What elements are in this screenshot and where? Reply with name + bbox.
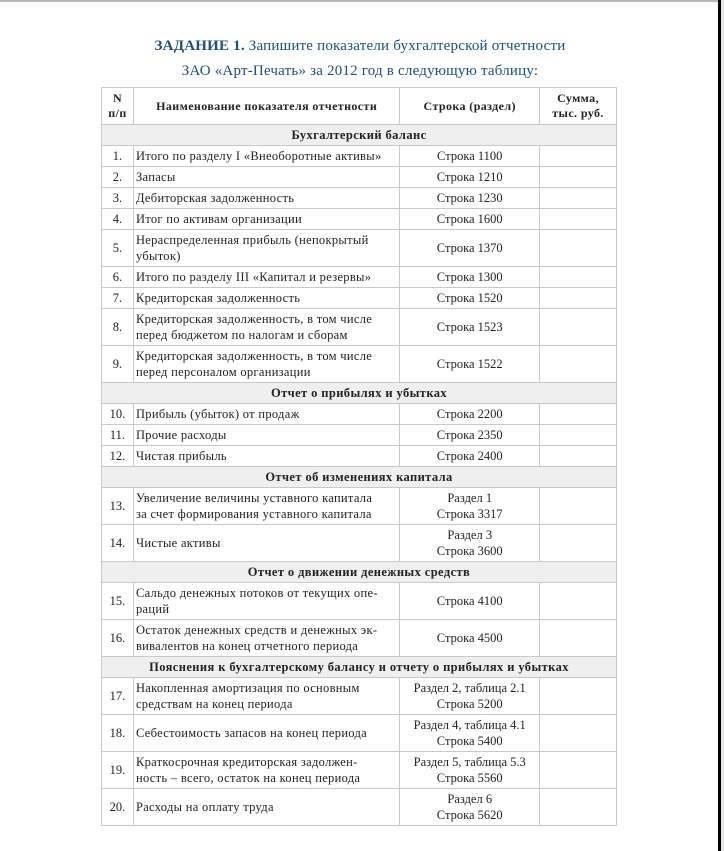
sum-cell[interactable] xyxy=(540,488,617,525)
line-code: Строка 1520 xyxy=(400,288,540,309)
sum-cell[interactable] xyxy=(540,146,617,167)
row-number: 11. xyxy=(102,425,134,446)
indicator-name: Краткосрочная кредиторская задолжен- ность – всего, остаток на конец периода xyxy=(133,752,399,789)
indicator-name: Сальдо денежных потоков от текущих опе- раций xyxy=(133,583,399,620)
section-header-row xyxy=(102,467,617,488)
sum-cell[interactable] xyxy=(540,446,617,467)
task-title-line-2: ЗАО «Арт-Печать» за 2012 год в следующую таблицу: xyxy=(181,63,539,79)
task-label: ЗАДАНИЕ 1. xyxy=(154,38,245,54)
sum-cell[interactable] xyxy=(540,230,617,267)
row-number: 6. xyxy=(102,267,134,288)
sum-cell[interactable] xyxy=(540,715,617,752)
sum-cell[interactable] xyxy=(540,789,617,826)
table-row xyxy=(102,167,617,188)
line-code: Строка 1300 xyxy=(400,267,540,288)
row-number: 4. xyxy=(102,209,134,230)
row-number: 19. xyxy=(102,752,134,789)
table-row xyxy=(102,525,617,562)
indicator-name: Нераспределенная прибыль (непокрытый убыток) xyxy=(133,230,399,267)
table-row xyxy=(102,267,617,288)
line-code: Строка 1522 xyxy=(400,346,540,383)
row-number: 20. xyxy=(102,789,134,826)
task-title-line-1 xyxy=(100,38,620,55)
sum-cell[interactable] xyxy=(540,620,617,657)
line-code: Строка 1100 xyxy=(400,146,540,167)
line-code: Строка 1230 xyxy=(400,188,540,209)
line-code: Строка 1370 xyxy=(400,230,540,267)
section-header-row xyxy=(102,383,617,404)
line-code: Строка 2350 xyxy=(400,425,540,446)
task-title-text: Запишите показатели бухгалтерской отчетности xyxy=(244,38,566,54)
section-title: Отчет о прибылях и убытках xyxy=(102,383,617,404)
line-code: Раздел 5, таблица 5.3 Строка 5560 xyxy=(400,752,540,789)
row-number: 17. xyxy=(102,678,134,715)
table-row xyxy=(102,583,617,620)
table-row xyxy=(102,209,617,230)
row-number: 2. xyxy=(102,167,134,188)
indicator-name: Дебиторская задолженность xyxy=(133,188,399,209)
indicator-name: Запасы xyxy=(133,167,399,188)
indicator-name: Себестоимость запасов на конец периода xyxy=(133,715,399,752)
line-code: Строка 2400 xyxy=(400,446,540,467)
line-code: Строка 1210 xyxy=(400,167,540,188)
table-row xyxy=(102,678,617,715)
header-num: N п/п xyxy=(102,88,134,125)
section-header-row xyxy=(102,125,617,146)
sum-cell[interactable] xyxy=(540,267,617,288)
table-header-row xyxy=(102,88,617,125)
row-number: 10. xyxy=(102,404,134,425)
sum-cell[interactable] xyxy=(540,752,617,789)
sum-cell[interactable] xyxy=(540,583,617,620)
indicator-name: Итого по разделу I «Внеоборотные активы» xyxy=(133,146,399,167)
indicator-name: Остаток денежных средств и денежных эк- вивалентов на конец отчетного периода xyxy=(133,620,399,657)
indicator-name: Расходы на оплату труда xyxy=(133,789,399,826)
line-code: Раздел 6 Строка 5620 xyxy=(400,789,540,826)
row-number: 7. xyxy=(102,288,134,309)
sum-cell[interactable] xyxy=(540,404,617,425)
table-row xyxy=(102,715,617,752)
indicator-name: Итог по активам организации xyxy=(133,209,399,230)
header-sum: Сумма, тыс. руб. xyxy=(540,88,617,125)
row-number: 1. xyxy=(102,146,134,167)
sum-cell[interactable] xyxy=(540,425,617,446)
row-number: 3. xyxy=(102,188,134,209)
table-row xyxy=(102,309,617,346)
sum-cell[interactable] xyxy=(540,209,617,230)
table-row xyxy=(102,425,617,446)
table-row xyxy=(102,620,617,657)
sum-cell[interactable] xyxy=(540,346,617,383)
line-code: Строка 4100 xyxy=(400,583,540,620)
table-row xyxy=(102,288,617,309)
row-number: 12. xyxy=(102,446,134,467)
indicator-name: Кредиторская задолженность, в том числе перед бюджетом по налогам и сборам xyxy=(133,309,399,346)
table-row xyxy=(102,188,617,209)
indicator-name: Чистые активы xyxy=(133,525,399,562)
line-code: Раздел 3 Строка 3600 xyxy=(400,525,540,562)
table-row xyxy=(102,789,617,826)
section-header-row xyxy=(102,657,617,678)
table-row xyxy=(102,146,617,167)
line-code: Раздел 4, таблица 4.1 Строка 5400 xyxy=(400,715,540,752)
row-number: 8. xyxy=(102,309,134,346)
table-row xyxy=(102,230,617,267)
sum-cell[interactable] xyxy=(540,188,617,209)
sum-cell[interactable] xyxy=(540,678,617,715)
indicator-name: Кредиторская задолженность xyxy=(133,288,399,309)
line-code: Строка 2200 xyxy=(400,404,540,425)
section-title: Отчет о движении денежных средств xyxy=(102,562,617,583)
page-top-border xyxy=(0,0,724,2)
indicator-name: Прибыль (убыток) от продаж xyxy=(133,404,399,425)
line-code: Строка 1523 xyxy=(400,309,540,346)
indicator-name: Прочие расходы xyxy=(133,425,399,446)
row-number: 16. xyxy=(102,620,134,657)
section-title: Отчет об изменениях капитала xyxy=(102,467,617,488)
table-body xyxy=(102,125,617,826)
table-row xyxy=(102,346,617,383)
row-number: 14. xyxy=(102,525,134,562)
line-code: Раздел 2, таблица 2.1 Строка 5200 xyxy=(400,678,540,715)
line-code: Раздел 1 Строка 3317 xyxy=(400,488,540,525)
sum-cell[interactable] xyxy=(540,288,617,309)
indicator-name: Увеличение величины уставного капитала за счет формирования уставного капитала xyxy=(133,488,399,525)
header-code: Строка (раздел) xyxy=(400,88,540,125)
row-number: 15. xyxy=(102,583,134,620)
reporting-indicators-table xyxy=(101,87,617,826)
line-code: Строка 1600 xyxy=(400,209,540,230)
sum-cell[interactable] xyxy=(540,525,617,562)
table-row xyxy=(102,752,617,789)
header-name: Наименование показателя отчетности xyxy=(133,88,399,125)
sum-cell[interactable] xyxy=(540,167,617,188)
table-row xyxy=(102,488,617,525)
indicator-name: Кредиторская задолженность, в том числе перед персоналом организации xyxy=(133,346,399,383)
section-title: Бухгалтерский баланс xyxy=(102,125,617,146)
section-header-row xyxy=(102,562,617,583)
indicator-name: Накопленная амортизация по основным средствам на конец периода xyxy=(133,678,399,715)
line-code: Строка 4500 xyxy=(400,620,540,657)
indicator-name: Итого по разделу III «Капитал и резервы» xyxy=(133,267,399,288)
row-number: 5. xyxy=(102,230,134,267)
section-title: Пояснения к бухгалтерскому балансу и отчету о прибылях и убытках xyxy=(102,657,617,678)
sum-cell[interactable] xyxy=(540,309,617,346)
row-number: 18. xyxy=(102,715,134,752)
row-number: 13. xyxy=(102,488,134,525)
table-row xyxy=(102,404,617,425)
indicator-name: Чистая прибыль xyxy=(133,446,399,467)
row-number: 9. xyxy=(102,346,134,383)
table-row xyxy=(102,446,617,467)
